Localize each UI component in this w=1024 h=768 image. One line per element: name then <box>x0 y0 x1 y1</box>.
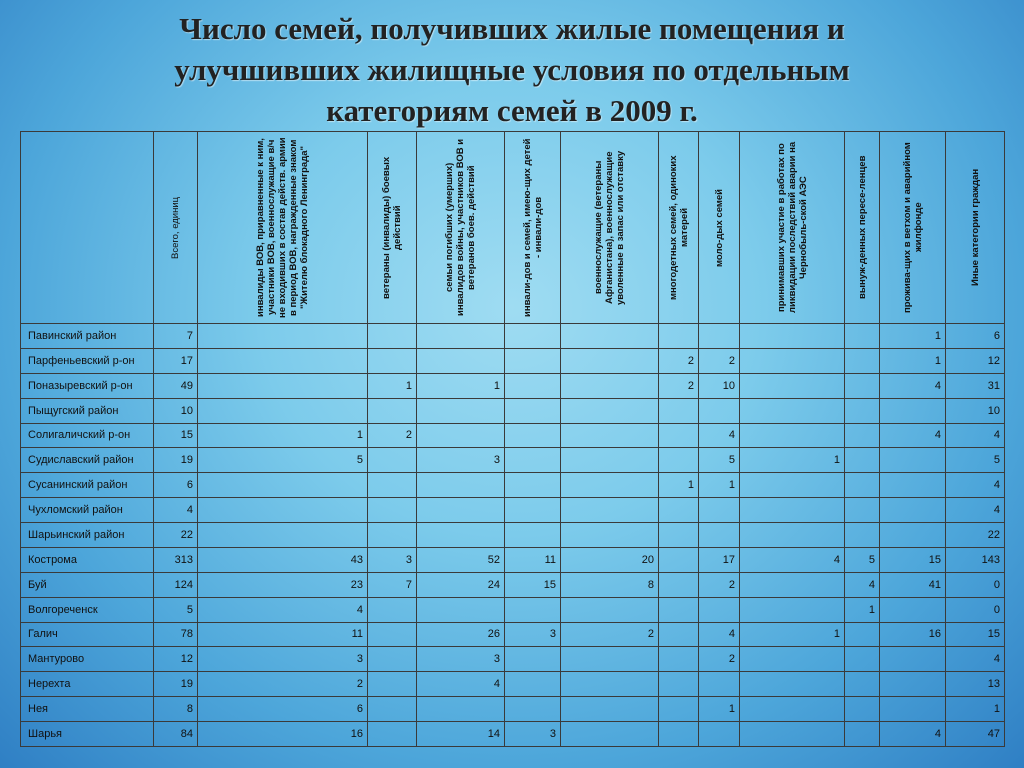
column-header <box>740 132 845 324</box>
column-header <box>845 132 880 324</box>
table-row <box>21 498 1005 523</box>
table-cell <box>740 647 845 672</box>
table-cell: 5 <box>198 448 368 473</box>
table-cell: 4 <box>880 423 946 448</box>
table-cell: 26 <box>417 622 505 647</box>
table-cell: 41 <box>880 572 946 597</box>
column-header-label: Всего, единиц <box>170 196 181 259</box>
table-cell: 1 <box>198 423 368 448</box>
table-cell <box>198 398 368 423</box>
column-header-label: моло-дых семей <box>713 188 725 267</box>
column-header <box>198 132 368 324</box>
table-cell <box>740 523 845 548</box>
table-cell <box>561 523 659 548</box>
table-cell <box>561 373 659 398</box>
table-cell: 0 <box>946 597 1005 622</box>
table-cell <box>368 597 417 622</box>
row-label: Шарья <box>21 722 154 747</box>
column-header <box>505 132 561 324</box>
table-cell <box>368 398 417 423</box>
table-cell <box>505 324 561 349</box>
row-label: Шарьинский район <box>21 523 154 548</box>
table-cell: 2 <box>561 622 659 647</box>
table-row <box>21 572 1005 597</box>
table-cell <box>561 647 659 672</box>
column-header <box>946 132 1005 324</box>
table-row <box>21 597 1005 622</box>
table-cell <box>198 498 368 523</box>
table-cell: 1 <box>368 373 417 398</box>
table-cell <box>561 448 659 473</box>
table-cell: 84 <box>154 722 198 747</box>
table-cell: 3 <box>505 622 561 647</box>
table-cell <box>561 498 659 523</box>
table-cell <box>417 523 505 548</box>
row-label: Мантурово <box>21 647 154 672</box>
table-cell: 2 <box>659 348 699 373</box>
table-cell: 4 <box>740 547 845 572</box>
row-label: Буй <box>21 572 154 597</box>
table-cell <box>561 348 659 373</box>
table-cell: 1 <box>699 697 740 722</box>
column-header-label: инвали-дов и семей, имею-щих детей - инвали-дов <box>521 138 544 317</box>
table-cell: 3 <box>368 547 417 572</box>
column-header <box>417 132 505 324</box>
table-cell: 4 <box>880 722 946 747</box>
table-cell <box>561 697 659 722</box>
table-cell: 10 <box>154 398 198 423</box>
table-cell: 14 <box>417 722 505 747</box>
table-cell: 5 <box>845 547 880 572</box>
table-cell <box>561 324 659 349</box>
table-cell <box>880 448 946 473</box>
table-cell: 16 <box>880 622 946 647</box>
table-cell <box>417 597 505 622</box>
table-cell <box>699 523 740 548</box>
table-cell: 4 <box>699 423 740 448</box>
table-cell: 1 <box>740 622 845 647</box>
table-cell: 124 <box>154 572 198 597</box>
table-cell <box>417 498 505 523</box>
column-header-label: многодетных семей, одиноких матерей <box>667 155 690 300</box>
table-cell: 6 <box>154 473 198 498</box>
table-cell <box>417 473 505 498</box>
table-cell <box>368 697 417 722</box>
table-row <box>21 622 1005 647</box>
table-cell <box>659 547 699 572</box>
row-label: Парфеньевский р-он <box>21 348 154 373</box>
page-title <box>60 8 964 131</box>
table-cell: 4 <box>946 423 1005 448</box>
table-cell: 4 <box>946 647 1005 672</box>
table-cell <box>845 697 880 722</box>
table-cell <box>659 597 699 622</box>
column-header-label: военнослужащие (ветераны Афганистана), военнослужащие уволенные в запас или отставку <box>593 150 626 305</box>
table-cell: 49 <box>154 373 198 398</box>
header-row <box>21 132 1005 324</box>
table-cell: 31 <box>946 373 1005 398</box>
table-cell <box>505 373 561 398</box>
table-cell <box>505 597 561 622</box>
table-cell: 5 <box>946 448 1005 473</box>
table-cell <box>561 672 659 697</box>
table-cell <box>505 697 561 722</box>
table-cell <box>505 523 561 548</box>
table-cell <box>740 473 845 498</box>
table-row <box>21 547 1005 572</box>
table-cell: 6 <box>198 697 368 722</box>
table-cell: 2 <box>699 647 740 672</box>
row-label: Волгореченск <box>21 597 154 622</box>
table-cell <box>845 722 880 747</box>
table-cell <box>659 572 699 597</box>
table-cell: 4 <box>845 572 880 597</box>
table-cell <box>368 348 417 373</box>
table-row <box>21 373 1005 398</box>
row-label: Павинский район <box>21 324 154 349</box>
table-cell <box>880 697 946 722</box>
table-cell <box>880 398 946 423</box>
table-cell <box>368 722 417 747</box>
table-cell <box>880 523 946 548</box>
data-table <box>20 131 1005 747</box>
table-cell <box>505 672 561 697</box>
table-cell <box>505 448 561 473</box>
table-cell <box>659 722 699 747</box>
row-label: Судиславский район <box>21 448 154 473</box>
table-row <box>21 348 1005 373</box>
table-cell <box>368 498 417 523</box>
table-cell <box>659 622 699 647</box>
table-cell: 1 <box>880 348 946 373</box>
table-cell <box>659 324 699 349</box>
table-cell <box>198 324 368 349</box>
table-cell <box>659 697 699 722</box>
table-cell <box>845 398 880 423</box>
table-cell <box>417 348 505 373</box>
table-cell: 16 <box>198 722 368 747</box>
table-cell: 3 <box>505 722 561 747</box>
table-cell <box>368 523 417 548</box>
table-cell: 2 <box>368 423 417 448</box>
table-row <box>21 448 1005 473</box>
table-cell <box>699 672 740 697</box>
table-cell: 8 <box>154 697 198 722</box>
table-cell <box>880 498 946 523</box>
table-cell <box>740 722 845 747</box>
table-cell <box>561 722 659 747</box>
table-cell: 3 <box>198 647 368 672</box>
table-cell: 10 <box>946 398 1005 423</box>
column-header-label: семьи погибших (умерших) инвалидов войны, участников ВОВ и ветеранов боев. действий <box>444 138 477 317</box>
table-cell: 11 <box>505 547 561 572</box>
table-cell <box>740 572 845 597</box>
column-header-label: прожива-щих в ветхом и аварийном жилфонде <box>901 142 924 313</box>
table-cell: 10 <box>699 373 740 398</box>
table-cell <box>740 697 845 722</box>
table-cell: 2 <box>699 572 740 597</box>
table-cell <box>880 473 946 498</box>
column-header <box>561 132 659 324</box>
table-cell: 5 <box>154 597 198 622</box>
table-cell: 11 <box>198 622 368 647</box>
row-label: Поназыревский р-он <box>21 373 154 398</box>
table-cell: 6 <box>946 324 1005 349</box>
table-cell: 20 <box>561 547 659 572</box>
table-cell: 5 <box>699 448 740 473</box>
table-cell: 52 <box>417 547 505 572</box>
column-header <box>880 132 946 324</box>
table-row <box>21 398 1005 423</box>
table-cell <box>740 672 845 697</box>
table-cell <box>505 348 561 373</box>
table-cell: 7 <box>368 572 417 597</box>
table-cell <box>505 423 561 448</box>
column-header <box>154 132 198 324</box>
table-cell <box>417 324 505 349</box>
table-cell: 78 <box>154 622 198 647</box>
table-cell <box>368 672 417 697</box>
column-header-label: инвалиды ВОВ, приравненные к ним, участники ВОВ, военнослужащие в/ч не входивших в состав действ. армии в период ВОВ, награжденные знаком "Жителю блокадного Ленинграда" <box>255 137 310 318</box>
row-label: Кострома <box>21 547 154 572</box>
table-cell <box>699 597 740 622</box>
table-cell <box>845 672 880 697</box>
table-cell <box>845 622 880 647</box>
column-header-label: принимавших участие в работах по ликвидации последствий аварии на Чернобыль-ской АЭС <box>775 141 809 314</box>
table-row <box>21 523 1005 548</box>
table-cell: 15 <box>880 547 946 572</box>
table-cell <box>845 647 880 672</box>
row-label: Чухломский район <box>21 498 154 523</box>
table-cell: 22 <box>946 523 1005 548</box>
table-cell <box>845 373 880 398</box>
table-cell: 1 <box>659 473 699 498</box>
table-cell <box>505 647 561 672</box>
row-label: Нея <box>21 697 154 722</box>
table-cell: 4 <box>417 672 505 697</box>
table-cell: 19 <box>154 672 198 697</box>
table-cell <box>740 348 845 373</box>
table-cell <box>561 597 659 622</box>
table-cell <box>880 597 946 622</box>
title-line: Число семей, получивших жилые помещения и <box>179 11 845 46</box>
table-cell <box>880 647 946 672</box>
column-header-label: вынуж-денных пересе-ленцев <box>856 155 868 300</box>
table-cell <box>659 523 699 548</box>
table-cell <box>659 672 699 697</box>
table-cell: 19 <box>154 448 198 473</box>
table-cell <box>880 672 946 697</box>
table-cell <box>845 324 880 349</box>
table-cell: 15 <box>505 572 561 597</box>
table-cell <box>699 722 740 747</box>
title-line: улучшивших жилищные условия по отдельным <box>174 52 850 87</box>
table-cell <box>198 523 368 548</box>
table-cell <box>198 373 368 398</box>
table-cell: 4 <box>946 498 1005 523</box>
table-cell <box>845 523 880 548</box>
table-row <box>21 324 1005 349</box>
row-label: Солигаличский р-он <box>21 423 154 448</box>
table-cell <box>417 697 505 722</box>
table-cell: 15 <box>946 622 1005 647</box>
table-cell: 2 <box>699 348 740 373</box>
table-cell <box>505 498 561 523</box>
table-cell: 0 <box>946 572 1005 597</box>
table-cell <box>368 647 417 672</box>
table-cell: 12 <box>946 348 1005 373</box>
table-cell: 1 <box>845 597 880 622</box>
table-cell: 1 <box>946 697 1005 722</box>
table-cell: 4 <box>154 498 198 523</box>
table-cell: 313 <box>154 547 198 572</box>
table-cell <box>659 448 699 473</box>
table-cell <box>417 423 505 448</box>
table-cell <box>740 423 845 448</box>
table-cell <box>740 398 845 423</box>
table-cell <box>368 448 417 473</box>
table-cell: 4 <box>699 622 740 647</box>
table-cell <box>368 324 417 349</box>
table-cell <box>659 647 699 672</box>
table-cell <box>561 398 659 423</box>
table-cell: 17 <box>154 348 198 373</box>
table-cell: 4 <box>946 473 1005 498</box>
table-cell <box>659 398 699 423</box>
row-label: Сусанинский район <box>21 473 154 498</box>
table-cell: 23 <box>198 572 368 597</box>
table-cell <box>659 498 699 523</box>
title-line: категориям семей в 2009 г. <box>326 93 698 128</box>
row-label: Нерехта <box>21 672 154 697</box>
table-cell: 15 <box>154 423 198 448</box>
table-cell <box>505 473 561 498</box>
table-cell: 24 <box>417 572 505 597</box>
table-cell: 22 <box>154 523 198 548</box>
table-cell <box>845 348 880 373</box>
table-cell <box>198 473 368 498</box>
table-cell <box>845 473 880 498</box>
table-cell <box>699 498 740 523</box>
table-cell: 7 <box>154 324 198 349</box>
table-cell <box>740 498 845 523</box>
table-row <box>21 672 1005 697</box>
table-cell: 1 <box>417 373 505 398</box>
table-cell <box>845 423 880 448</box>
column-header <box>368 132 417 324</box>
table-cell <box>845 498 880 523</box>
table-cell <box>198 348 368 373</box>
column-header-label: Иные категории граждан <box>969 168 981 287</box>
table-cell <box>740 373 845 398</box>
table-cell: 1 <box>699 473 740 498</box>
table-cell: 4 <box>198 597 368 622</box>
table-row <box>21 697 1005 722</box>
table-row <box>21 722 1005 747</box>
table-cell <box>561 423 659 448</box>
column-header <box>699 132 740 324</box>
table-cell: 3 <box>417 647 505 672</box>
table-cell: 2 <box>198 672 368 697</box>
table-row <box>21 473 1005 498</box>
row-label: Галич <box>21 622 154 647</box>
table-cell: 13 <box>946 672 1005 697</box>
table-cell: 8 <box>561 572 659 597</box>
table-cell: 17 <box>699 547 740 572</box>
table-cell: 43 <box>198 547 368 572</box>
table-cell <box>740 324 845 349</box>
table-cell: 1 <box>880 324 946 349</box>
table-cell <box>659 423 699 448</box>
table-cell <box>740 597 845 622</box>
table-cell: 12 <box>154 647 198 672</box>
table-cell: 2 <box>659 373 699 398</box>
table-cell <box>561 473 659 498</box>
table-row <box>21 647 1005 672</box>
table-cell <box>417 398 505 423</box>
table-cell <box>699 398 740 423</box>
table-cell: 4 <box>880 373 946 398</box>
table-cell: 3 <box>417 448 505 473</box>
table-cell <box>699 324 740 349</box>
table-cell <box>505 398 561 423</box>
column-header <box>659 132 699 324</box>
column-header-label: ветераны (инвалиды) боевых действий <box>381 156 403 299</box>
table-cell <box>368 622 417 647</box>
table-cell <box>368 473 417 498</box>
row-label: Пыщугский район <box>21 398 154 423</box>
column-header <box>21 132 154 324</box>
table-cell: 143 <box>946 547 1005 572</box>
table-row <box>21 423 1005 448</box>
table-cell: 47 <box>946 722 1005 747</box>
table-cell: 1 <box>740 448 845 473</box>
table-cell <box>845 448 880 473</box>
